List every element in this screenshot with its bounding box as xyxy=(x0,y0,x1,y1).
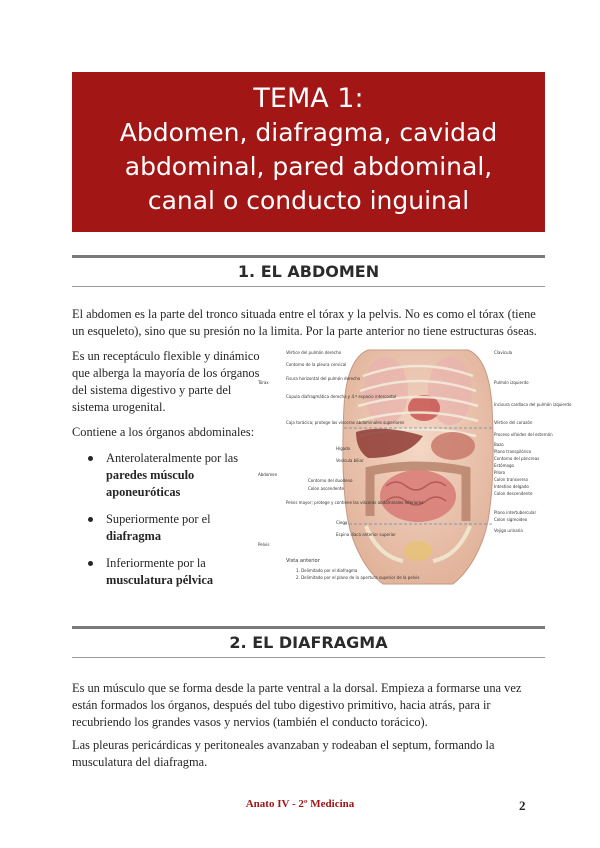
figure-label: Píloro xyxy=(494,470,506,475)
footer-course: Anato IV - 2º Medicina xyxy=(245,798,355,810)
contains-label: Contiene a los órganos abdominales: xyxy=(72,425,255,439)
figure-label: Proceso xifoides del esternón xyxy=(494,432,553,437)
figure-label: Colon sigmoideo xyxy=(494,517,528,522)
figure-caption-2: 2. Delimitado por el plano de la apertura superior de la pelvis xyxy=(296,575,420,580)
diaphragm-paragraph-2: Las pleuras pericárdicas y peritoneales avanzaban y rodeaban el septum, formando la musculatura del diafragma. xyxy=(72,738,495,769)
figure-label: Vértice del pulmón derecho xyxy=(286,350,342,355)
small-intestine xyxy=(380,470,456,522)
region-label-abdomen: Abdomen xyxy=(258,472,278,477)
title-line-2: abdominal, pared abdominal, xyxy=(124,152,493,181)
section-2-top-rule xyxy=(72,626,545,629)
list-item: Anterolateralmente por las paredes músculo aponeuróticas xyxy=(88,450,268,501)
figure-label: Plano intertubercular xyxy=(494,510,537,515)
figure-label: Contorno del páncreas xyxy=(494,456,540,461)
figure-label: Vértice del corazón xyxy=(494,420,533,425)
figure-label: Plano transpilórico xyxy=(494,449,532,454)
organ-boundaries-list xyxy=(88,450,268,599)
figure-label: Ciego xyxy=(336,520,348,525)
figure-label: Estómago xyxy=(494,463,514,468)
figure-label: Vesícula biliar xyxy=(336,458,364,463)
title-banner xyxy=(72,72,545,232)
title-line-1: Abdomen, diafragma, cavidad xyxy=(119,118,498,147)
diaphragm-paragraph-1: Es un músculo que se forma desde la parte ventral a la dorsal. Empieza a formarse una vez están formados los órganos, después del tubo digestivo primitivo, hacia atrás, para ir recubriendo los grandes vasos y nervios (también el conducto torácico). xyxy=(72,681,522,729)
figure-label: Clavícula xyxy=(494,350,513,355)
bullet-icon xyxy=(88,517,93,522)
view-label: Vista anterior xyxy=(286,558,320,564)
abdomen-intro-paragraph: El abdomen es la parte del tronco situada entre el tórax y la pelvis. No es como el tórax (tiene un esqueleto), sino que su presión no la limita. Por la parte anterior no tiene estructuras óseas. xyxy=(72,307,537,338)
figure-label: Vejiga urinaria xyxy=(494,528,523,533)
section-2-bottom-rule xyxy=(72,657,545,658)
figure-label: Incisura cardíaca del pulmón izquierdo xyxy=(494,402,572,407)
figure-label: Caja torácica; protege las vísceras abdominales superiores xyxy=(286,420,405,425)
figure-label: Colon descendente xyxy=(494,491,533,496)
bullet-icon xyxy=(88,456,93,461)
figure-label: Pelvis mayor; protege y contiene las vísceras abdominales inferiores xyxy=(286,500,424,505)
figure-label: Bazo xyxy=(494,442,504,447)
region-label-pelvis: Pelvis xyxy=(258,542,270,547)
receptacle-paragraph: Es un receptáculo flexible y dinámico que alberga la mayoría de los órganos del sistema digestivo y parte del sistema urogenital. xyxy=(72,349,260,414)
section-1-bottom-rule xyxy=(72,286,545,287)
list-item: Superiormente por el diafragma xyxy=(88,511,268,545)
section-1-top-rule xyxy=(72,255,545,258)
figure-label: Intestino delgado xyxy=(494,484,529,489)
figure-label: Cúpula diafragmática derecha y 4.º espacio intercostal xyxy=(286,394,397,399)
section-1-heading: 1. EL ABDOMEN xyxy=(237,262,380,281)
figure-caption-1: 1. Delimitado por el diafragma xyxy=(296,568,358,573)
figure-label: Contorno del duodeno xyxy=(308,478,353,483)
abdominal-anatomy-illustration xyxy=(258,346,572,586)
stomach xyxy=(431,432,475,460)
figure-label: Contorno de la pleura cervical xyxy=(286,362,347,367)
list-item: Inferiormente por la musculatura pélvica xyxy=(88,555,268,589)
page-number: 2 xyxy=(519,798,526,813)
title-line-3: canal o conducto inguinal xyxy=(147,186,470,215)
figure-label: Hígado xyxy=(336,446,351,451)
figure-label: Colon ascendente xyxy=(308,486,344,491)
bladder xyxy=(404,541,432,561)
topic-number: TEMA 1: xyxy=(253,83,364,114)
figure-label: Fisura horizontal del pulmón derecho xyxy=(286,376,361,381)
figure-label: Espina ilíaca anterior superior xyxy=(336,532,396,537)
figure-label: Colon transverso xyxy=(494,477,528,482)
figure-label: Pulmón izquierdo xyxy=(494,380,529,385)
bullet-icon xyxy=(88,561,93,566)
section-2-heading: 2. EL DIAFRAGMA xyxy=(229,633,388,652)
region-label-thorax: Tórax xyxy=(258,380,269,385)
